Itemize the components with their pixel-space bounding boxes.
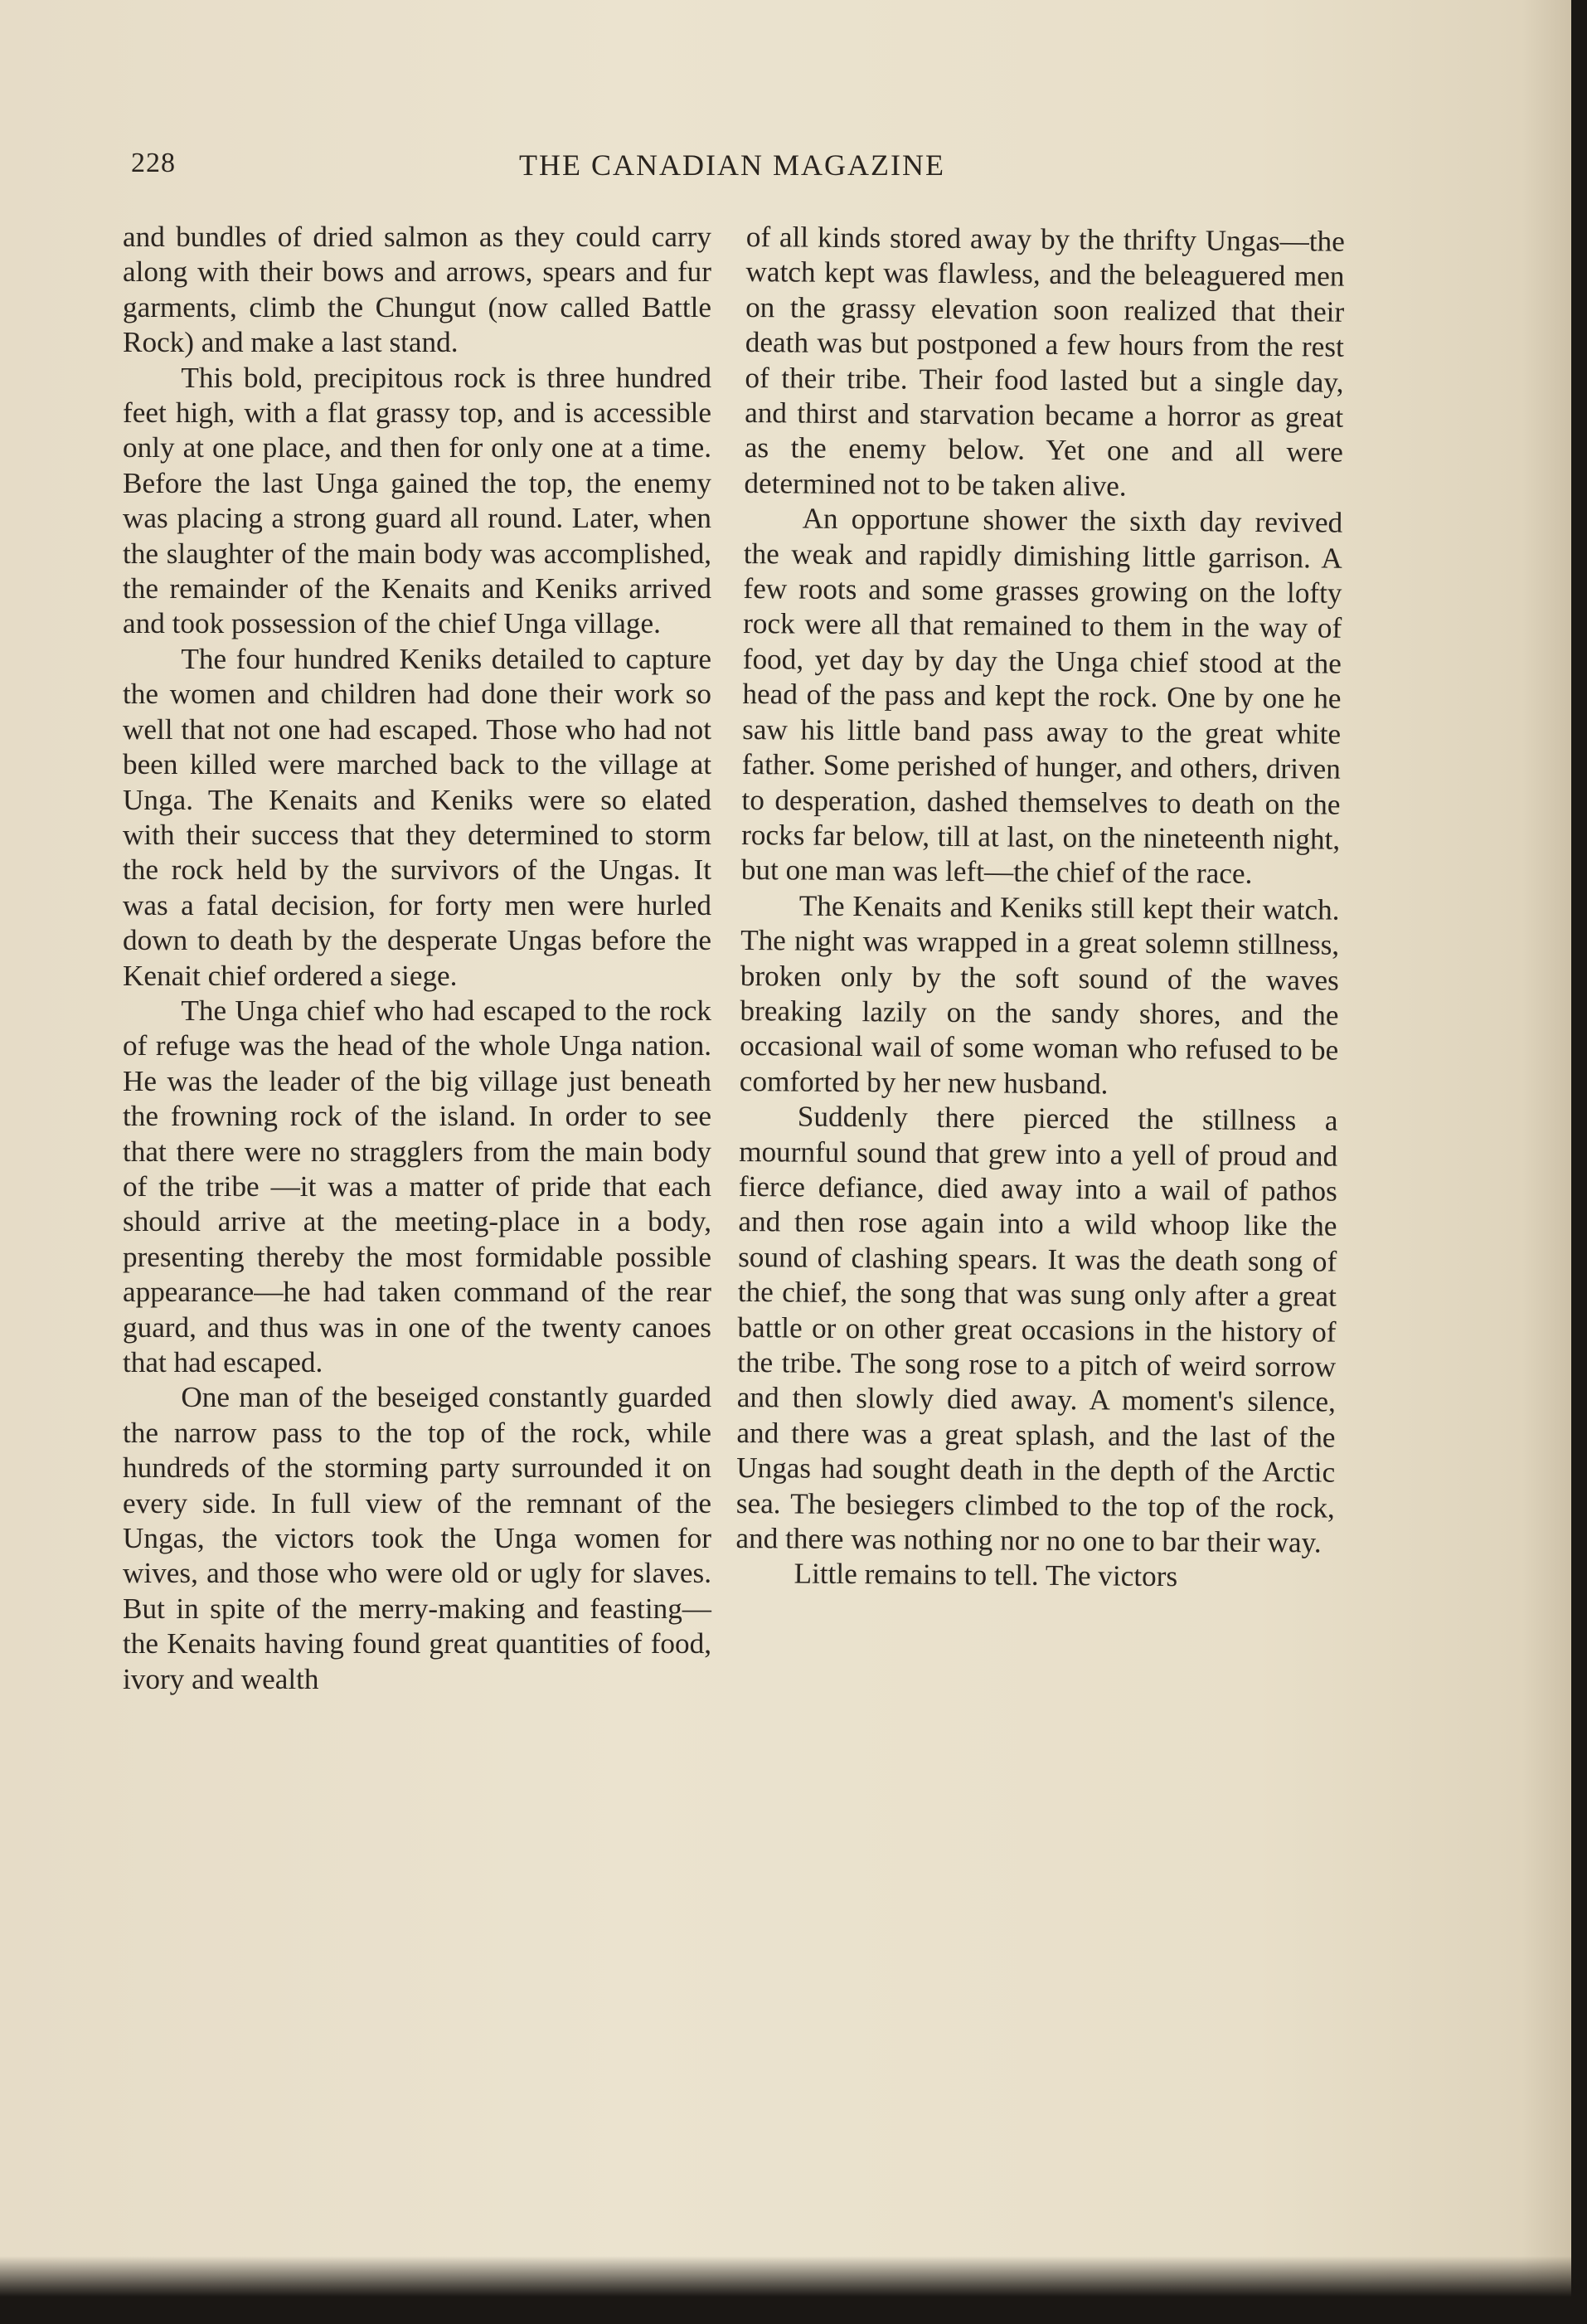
left-column xyxy=(123,220,711,1697)
right-column xyxy=(735,220,1345,1596)
paragraph: Suddenly there pierced the stillness a mournful sound that grew into a yell of proud and fierce defiance, died away into a wail of pathos and then rose again into a wild whoop like the sound of clashing spears. It was the death song of the chief, the song that was sung only after a great battle or on other great occasions in the history of the tribe. The song rose to a pitch of weird sorrow and then slowly died away. A moment's silence, and there was a great splash, and the last of the Ungas had sought death in the depth of the Arctic sea. The besiegers climbed to the top of the rock, and there was nothing nor no one to bar their way. xyxy=(735,1100,1338,1559)
page-edge-shading xyxy=(1521,0,1571,2297)
paragraph: This bold, precipitous rock is three hundred feet high, with a flat grassy top, and is accessible only at one place, and then for only one at a time. Before the last Unga gained the top, the enemy was placing a strong guard all round. Later, when the slaughter of the main body was accomplished, the remainder of the Kenaits and Keniks arrived and took possession of the chief Unga village. xyxy=(123,361,711,640)
bottom-edge-shadow xyxy=(0,2256,1587,2324)
paragraph: and bundles of dried salmon as they could carry along with their bows and arrows, spears and fur garments, climb the Chungut (now called Battle Rock) and make a last stand. xyxy=(123,221,711,359)
paragraph: An opportune shower the sixth day revived the weak and rapidly dimishing little garrison. A few roots and some grasses growing on the lofty rock were all that remained to them in the way of food, yet day by day the Unga chief stood at the head of the pass and kept the rock. One by one he saw his little band pass away to the great white father. Some perished of hunger, and others, driven to desperation, dashed themselves to death on the rocks far below, till at last, on the nineteenth night, but one man was left—the chief of the race. xyxy=(740,502,1343,891)
paragraph: of all kinds stored away by the thrifty Ungas—the watch kept was flawless, and the beleaguered men on the grassy elevation soon realized that their death was but postponed a few hours from the rest of their tribe. Their food lasted but a single day, and thirst and starvation became a horror as great as the enemy below. Yet one and all were determined not to be taken alive. xyxy=(744,220,1345,503)
paragraph: Little remains to tell. The victors xyxy=(794,1557,1178,1593)
paragraph: One man of the beseiged constantly guarded the narrow pass to the top of the rock, while hundreds of the storming party surrounded it on every side. In full view of the remnant of the Ungas, the victors took the Unga women for wives, and those who were old or ugly for slaves. But in spite of the merry-making and feasting—the Kenaits having found great quantities of food, ivory and wealth xyxy=(123,1381,711,1695)
running-title: THE CANADIAN MAGAZINE xyxy=(519,148,945,182)
page-number: 228 xyxy=(131,148,176,178)
paragraph: The Kenaits and Keniks still kept their watch. The night was wrapped in a great solemn stillness, broken only by the soft sound of the waves breaking lazily on the sandy shores, and the occasional wail of some woman who refused to be comforted by her new husband. xyxy=(739,889,1340,1101)
paragraph: The Unga chief who had escaped to the rock of refuge was the head of the whole Unga nation. He was the leader of the big village just beneath the frowning rock of the island. In order to see that there were no stragglers from the main body of the tribe —it was a matter of pride that each should arrive at the meeting-place in a body, presenting thereby the most formidable possible appearance—he had taken command of the rear guard, and thus was in one of the twenty canoes that had escaped. xyxy=(123,994,711,1378)
page-header xyxy=(131,148,1333,189)
paragraph: The four hundred Keniks detailed to capture the women and children had done their work so well that not one had escaped. Those who had not been killed were marched back to the village at Unga. The Kenaits and Keniks were so elated with their success that they determined to storm the rock held by the survivors of the Ungas. It was a fatal decision, for forty men were hurled down to death by the desperate Ungas before the Kenait chief ordered a siege. xyxy=(123,642,711,992)
